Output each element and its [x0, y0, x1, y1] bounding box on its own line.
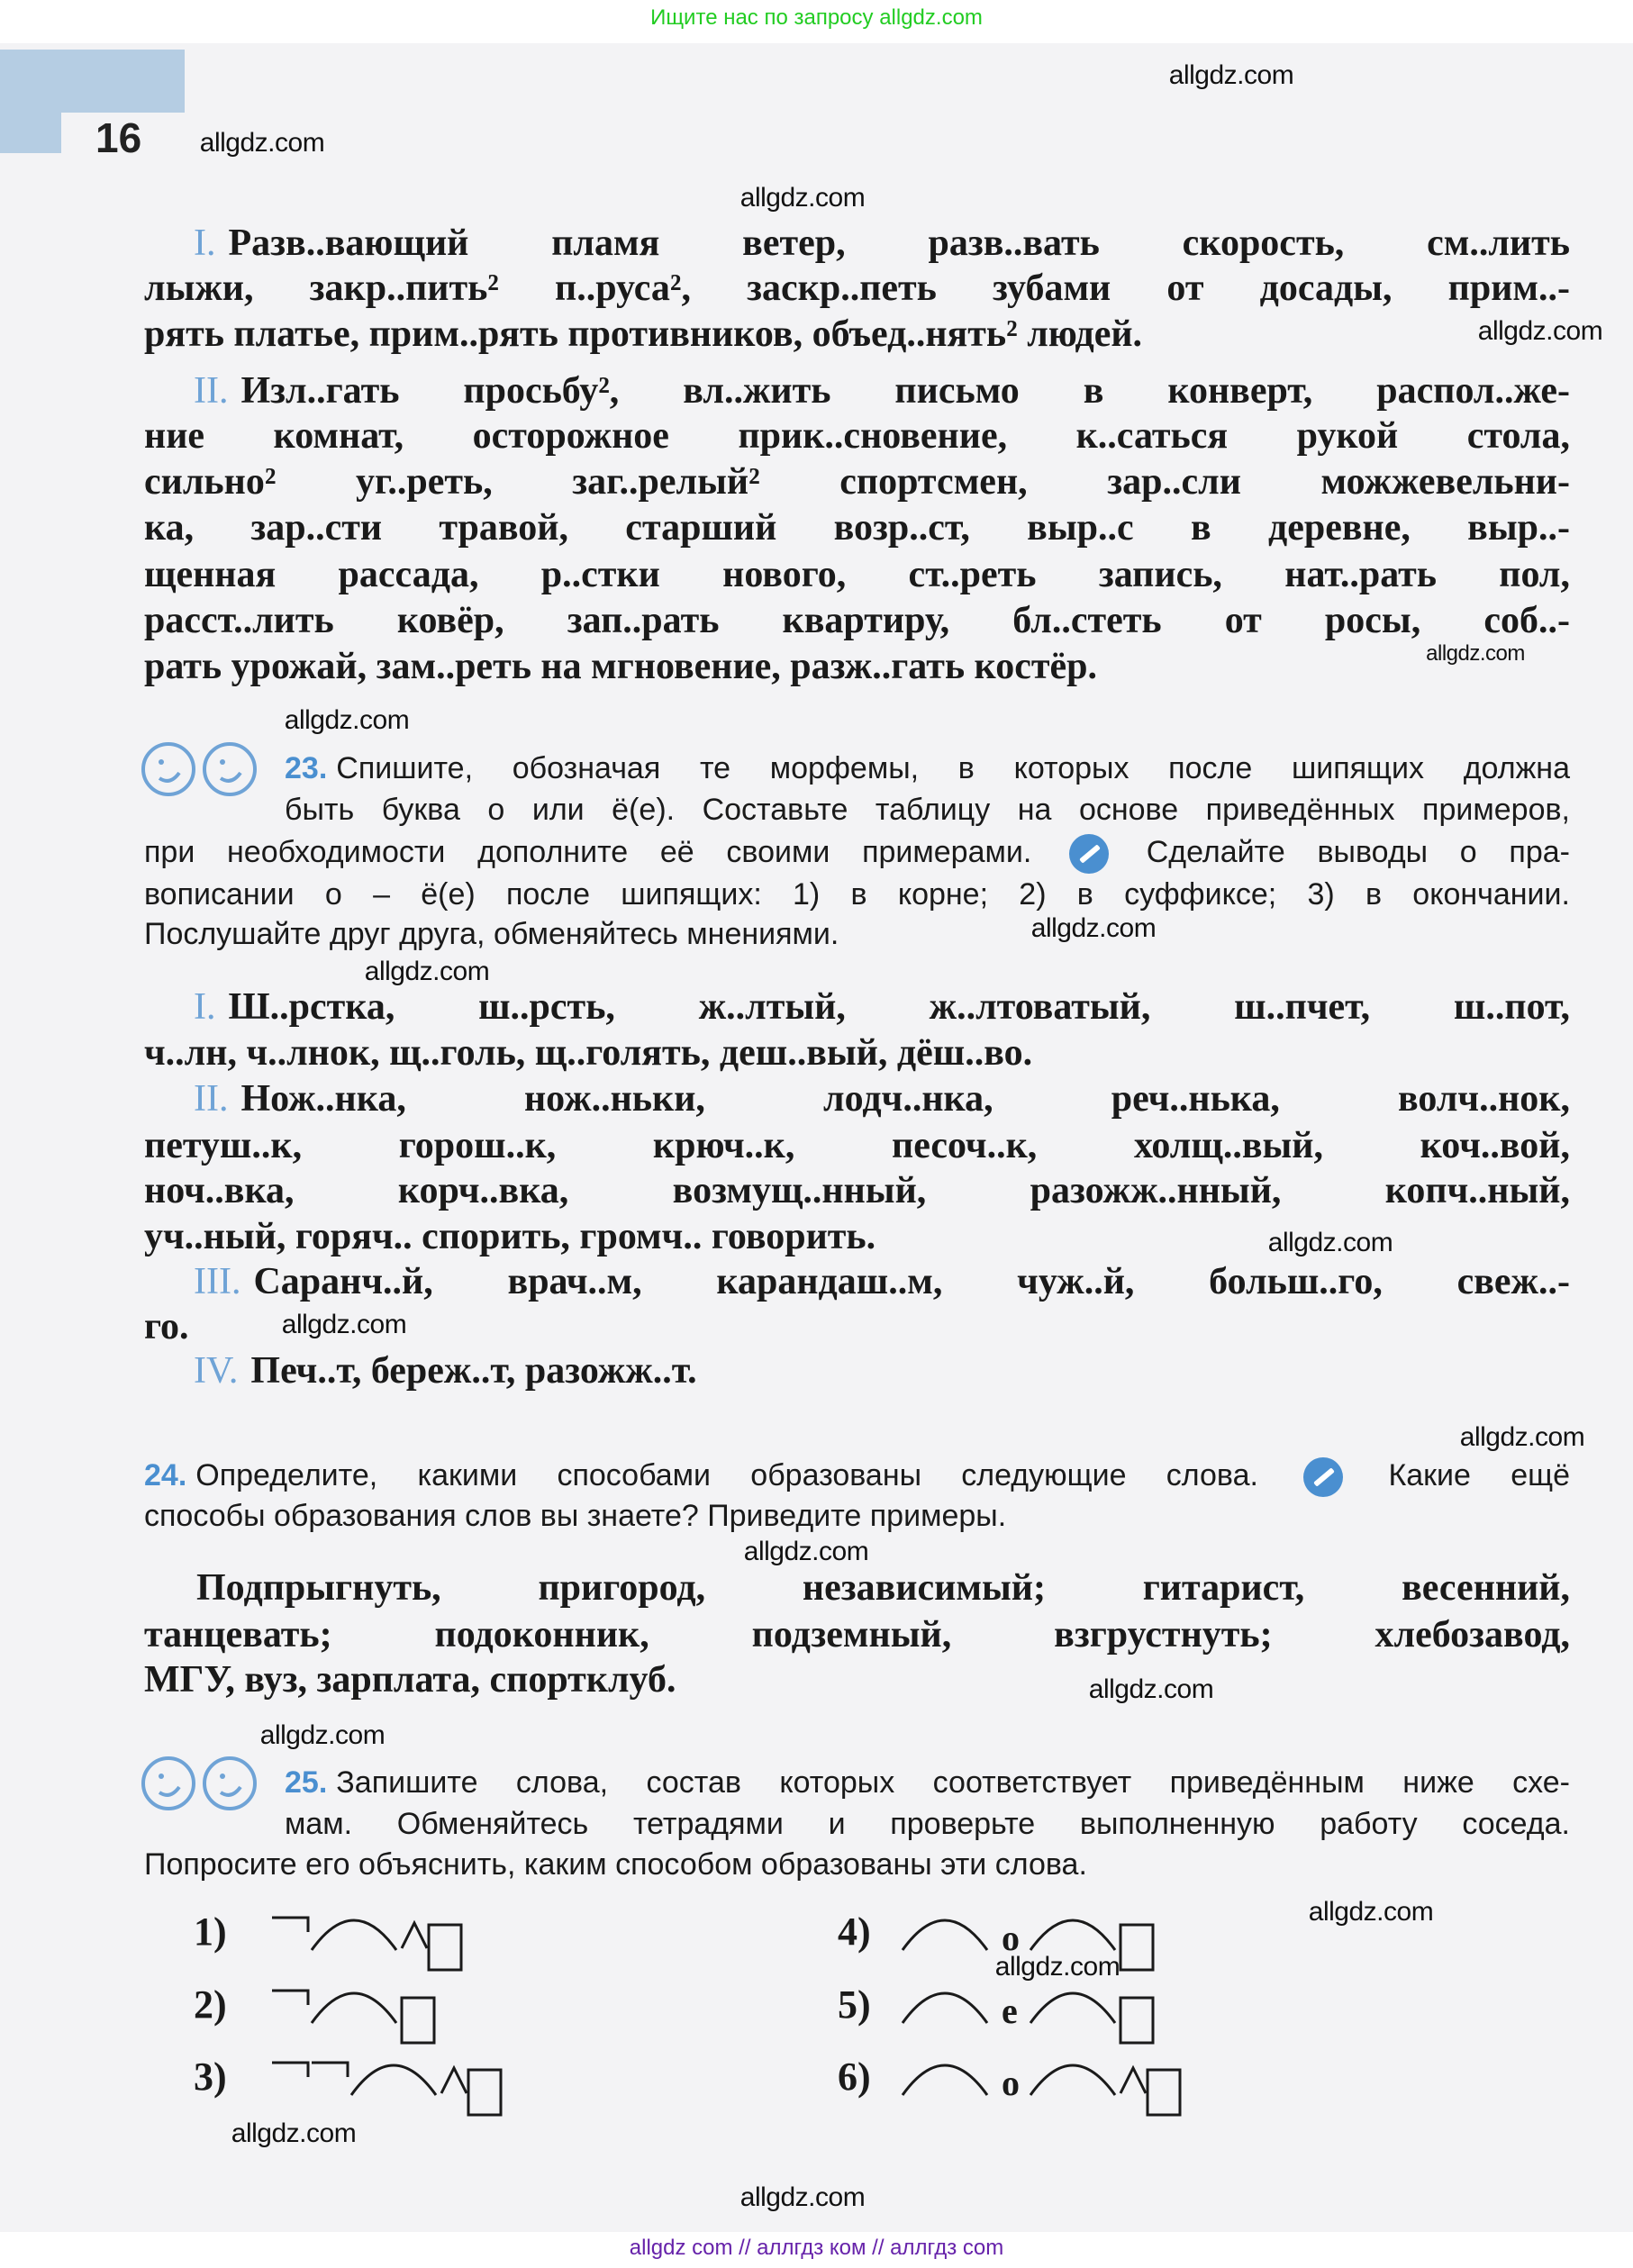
text-line: петуш..к, горош..к, крюч..к, песоч..к, холщ..вый, коч..вой, — [144, 1125, 1570, 1166]
scheme-label: 2) — [194, 1982, 227, 2027]
watermark: allgdz.com — [199, 128, 325, 158]
roman-numeral: IV. — [194, 1350, 239, 1392]
root-arc-icon — [1030, 1920, 1115, 1950]
exercise-number: 24. — [144, 1458, 187, 1492]
line-text: Сделайте выводы о пра- — [1146, 835, 1570, 869]
morpheme-scheme — [270, 1971, 649, 2052]
root-arc-icon — [1030, 2065, 1115, 2095]
scheme-label: 5) — [838, 1982, 871, 2027]
ending-box-icon — [1120, 1998, 1153, 2043]
morpheme-scheme — [901, 1971, 1279, 2052]
text-line — [194, 984, 1570, 1030]
watermark: allgdz.com — [739, 183, 866, 213]
scheme-label: 3) — [194, 2055, 227, 2099]
root-arc-icon — [903, 1920, 987, 1950]
root-arc-icon — [903, 2065, 987, 2095]
prefix-icon — [272, 2063, 308, 2077]
top-banner-text: Ищите нас по запросу allgdz.com — [650, 5, 983, 30]
page-number: 16 — [95, 114, 142, 161]
line-text: Спишите, обозначая те морфемы, в которых после шипящих должна — [336, 751, 1570, 785]
word-list-line: танцевать; подоконник, подземный, взгрустнуть; хлебозавод, — [144, 1614, 1570, 1656]
root-arc-icon — [1030, 1993, 1115, 2023]
ending-box-icon — [468, 2070, 501, 2115]
root-arc-icon — [312, 1993, 396, 2023]
pencil-icon — [1069, 834, 1109, 874]
morpheme-scheme — [270, 1898, 649, 1979]
line-text: Саранч..й, врач..м, карандаш..м, чуж..й, больш..го, свеж..- — [253, 1261, 1570, 1302]
text-line — [194, 1076, 1570, 1121]
exercise-25-text — [285, 1762, 1570, 1803]
text-line: лыжи, закр..пить² п..руса², заскр..петь зубами от досады, прим..- — [144, 268, 1570, 309]
root-arc-icon — [351, 2065, 436, 2095]
text-line: Попросите его объяснить, каким способом образованы эти слова. — [144, 1847, 1087, 1882]
text-line: ч..лн, ч..лнок, щ..голь, щ..голять, деш..вый, дёш..во. — [144, 1032, 1033, 1074]
line-text: Нож..нка, нож..ньки, лодч..нка, реч..нька, волч..нок, — [240, 1078, 1570, 1120]
text-line — [194, 1348, 1570, 1393]
pair-work-smiley-icon — [140, 740, 266, 798]
scheme-label: 6) — [838, 2055, 871, 2099]
watermark: allgdz.com — [1308, 1897, 1434, 1927]
connecting-vowel: о — [1002, 1918, 1020, 1958]
watermark: allgdz.com — [994, 1952, 1120, 1982]
prefix-icon — [272, 1991, 308, 2005]
footer-banner: allgdz com // аллгдз ком // аллгдз com — [0, 2232, 1633, 2268]
text-line: вописании о – ё(е) после шипящих: 1) в корне; 2) в суффиксе; 3) в окончании. — [144, 877, 1570, 912]
text-line: Послушайте друг друга, обменяйтесь мнениями. — [144, 917, 839, 951]
text-line — [194, 368, 1570, 413]
watermark: allgdz.com — [231, 2118, 357, 2148]
pair-work-smiley-icon — [140, 1755, 266, 1812]
morpheme-scheme — [270, 2043, 649, 2124]
watermark: allgdz.com — [1088, 1674, 1214, 1704]
ending-box-icon — [429, 1925, 461, 1970]
suffix-icon — [1120, 2068, 1146, 2093]
line-text: Определите, какими способами образованы следующие слова. — [195, 1458, 1258, 1492]
watermark: allgdz.com — [1267, 1228, 1393, 1257]
exercise-number: 23. — [285, 751, 328, 785]
text-line: ние комнат, осторожное прик..сновение, к..саться рукой стола, — [144, 415, 1570, 457]
page-corner-decoration — [0, 50, 61, 153]
word-list-line: МГУ, вуз, зарплата, спортклуб. — [144, 1659, 676, 1701]
line-text: Какие ещё — [1388, 1458, 1571, 1492]
text-line: рять платье, прим..рять противников, объед..нять² людей. — [144, 313, 1143, 355]
watermark: allgdz.com — [739, 2182, 866, 2212]
pencil-icon — [1303, 1457, 1343, 1497]
watermark: allgdz.com — [1426, 641, 1525, 666]
line-text: Запишите слова, состав которых соответствует приведённым ниже схе- — [336, 1765, 1570, 1800]
watermark: allgdz.com — [281, 1310, 407, 1339]
exercise-number: 25. — [285, 1765, 328, 1800]
root-arc-icon — [903, 1993, 987, 2023]
line-text: Изл..гать просьбу², вл..жить письмо в конверт, распол..же- — [240, 370, 1570, 412]
text-line: го. — [144, 1306, 189, 1347]
watermark: allgdz.com — [1459, 1422, 1585, 1452]
connecting-vowel: о — [1002, 2063, 1020, 2103]
watermark: allgdz.com — [259, 1720, 386, 1750]
scheme-label: 4) — [838, 1910, 871, 1954]
root-arc-icon — [312, 1920, 396, 1950]
text-line — [194, 1259, 1570, 1304]
roman-numeral: III. — [194, 1261, 241, 1302]
text-line: расст..лить ковёр, зап..рать квартиру, бл..стеть от росы, соб..- — [144, 600, 1570, 641]
roman-numeral: I. — [194, 222, 216, 264]
prefix-icon — [272, 1918, 308, 1932]
word-list-line: Подпрыгнуть, пригород, независимый; гитарист, весенний, — [196, 1567, 1570, 1609]
line-text: Разв..вающий пламя ветер, разв..вать скорость, см..лить — [228, 222, 1570, 264]
text-line: уч..ный, горяч.. спорить, громч.. говорить. — [144, 1216, 876, 1257]
morpheme-scheme — [901, 2043, 1279, 2124]
text-line — [194, 221, 1570, 266]
roman-numeral: II. — [194, 370, 229, 412]
scheme-label: 1) — [194, 1910, 227, 1954]
line-text: Ш..рстка, ш..рсть, ж..лтый, ж..лтоватый, ш..пчет, ш..пот, — [228, 986, 1570, 1028]
prefix-icon — [312, 2063, 348, 2077]
text-line: мам. Обменяйтесь тетрадями и проверьте выполненную работу соседа. — [285, 1807, 1570, 1841]
watermark: allgdz.com — [1168, 60, 1294, 90]
text-line: ка, зар..сти травой, старший возр..ст, выр..с в деревне, выр..- — [144, 507, 1570, 549]
text-line: щенная рассада, р..стки нового, ст..реть запись, нат..рать пол, — [144, 554, 1570, 595]
text-line: быть буква о или ё(е). Составьте таблицу на основе приведённых примеров, — [285, 793, 1570, 827]
watermark: allgdz.com — [364, 957, 490, 986]
ending-box-icon — [1120, 1925, 1153, 1970]
ending-box-icon — [1148, 2070, 1180, 2115]
exercise-23-text — [285, 748, 1570, 789]
line-text: Печ..т, береж..т, разожж..т. — [250, 1350, 697, 1392]
watermark: allgdz.com — [1477, 316, 1603, 346]
watermark: allgdz.com — [284, 705, 410, 735]
roman-numeral: I. — [194, 986, 216, 1028]
suffix-icon — [402, 1923, 427, 1948]
exercise-24-text — [144, 1455, 1570, 1497]
text-line: ноч..вка, корч..вка, возмущ..нный, разожж..нный, копч..ный, — [144, 1170, 1570, 1211]
ending-box-icon — [402, 1998, 434, 2043]
suffix-icon — [441, 2068, 467, 2093]
connecting-vowel: е — [1002, 1991, 1018, 2031]
text-line — [144, 831, 1570, 874]
line-text: при необходимости дополните её своими примерами. — [144, 835, 1032, 869]
top-banner — [0, 0, 1633, 43]
watermark: allgdz.com — [743, 1537, 869, 1566]
text-line: рать урожай, зам..реть на мгновение, разж..гать костёр. — [144, 646, 1097, 687]
roman-numeral: II. — [194, 1078, 229, 1120]
text-line: способы образования слов вы знаете? Приведите примеры. — [144, 1499, 1007, 1533]
watermark: allgdz.com — [1030, 913, 1157, 943]
text-line: сильно² уг..реть, заг..релый² спортсмен, зар..сли можжевельни- — [144, 461, 1570, 503]
